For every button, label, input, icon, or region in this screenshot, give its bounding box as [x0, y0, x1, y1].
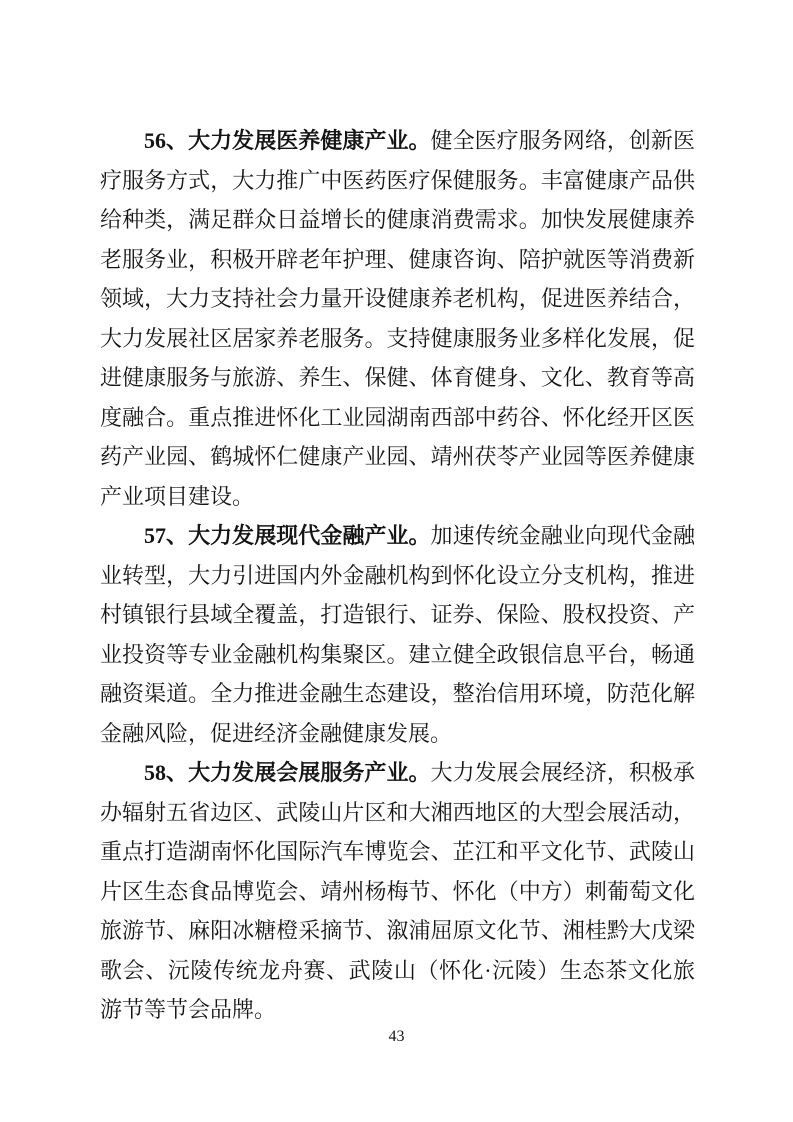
paragraph-57 [100, 516, 695, 753]
paragraph-56 [100, 121, 695, 516]
paragraph-57-body: 加速传统金融业向现代金融业转型，大力引进国内外金融机构到怀化设立分支机构，推进村镇银行县域全覆盖，打造银行、证券、保险、股权投资、产业投资等专业金融机构集聚区。建立健全政银信息平台，畅通融资渠道。全力推进金融生态建设，整治信用环境，防范化解金融风险，促进经济金融健康发展。 [100, 523, 695, 746]
document-body [100, 121, 695, 1030]
paragraph-58 [100, 753, 695, 1030]
page-number: 43 [388, 1028, 405, 1045]
paragraph-57-heading: 57、大力发展现代金融产业。 [144, 523, 431, 548]
paragraph-58-heading: 58、大力发展会展服务产业。 [144, 760, 431, 785]
paragraph-56-heading: 56、大力发展医养健康产业。 [144, 128, 431, 153]
paragraph-56-body: 健全医疗服务网络，创新医疗服务方式，大力推广中医药医疗保健服务。丰富健康产品供给种类，满足群众日益增长的健康消费需求。加快发展健康养老服务业，积极开辟老年护理、健康咨询、陪护就医等消费新领域，大力支持社会力量开设健康养老机构，促进医养结合，大力发展社区居家养老服务。支持健康服务业多样化发展，促进健康服务与旅游、养生、保健、体育健身、文化、教育等高度融合。重点推进怀化工业园湖南西部中药谷、怀化经开区医药产业园、鹤城怀仁健康产业园、靖州茯苓产业园等医养健康产业项目建设。 [100, 128, 695, 509]
paragraph-58-body: 大力发展会展经济，积极承办辐射五省边区、武陵山片区和大湘西地区的大型会展活动，重点打造湖南怀化国际汽车博览会、芷江和平文化节、武陵山片区生态食品博览会、靖州杨梅节、怀化（中方）刺葡萄文化旅游节、麻阳冰糖橙采摘节、溆浦屈原文化节、湘桂黔大戊梁歌会、沅陵传统龙舟赛、武陵山（怀化·沅陵）生态茶文化旅游节等节会品牌。 [100, 760, 696, 1022]
